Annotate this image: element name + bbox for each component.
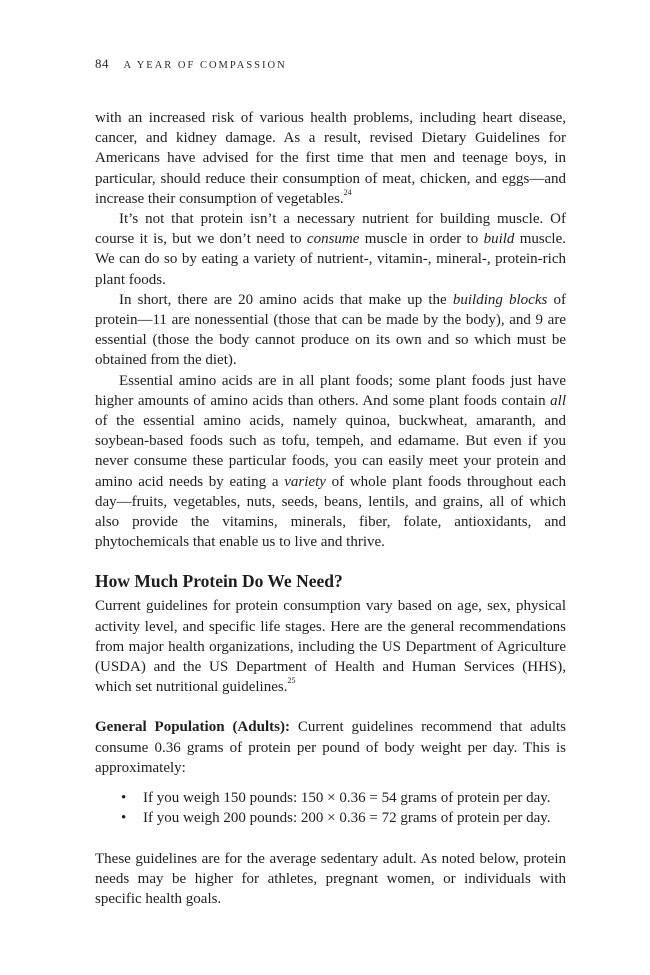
paragraph-text: of the essential amino acids, namely quinoa, buckwheat, amaranth, and soybean-based foods such as tofu, tempeh, and edamame. But even if you never consume these particular foods, you can easily meet your protein and amino acid needs by eating a — [95, 413, 566, 490]
paragraph-text: muscle. We can do so by eating a variety of nutrient-, vitamin-, mineral-, protein-rich plant foods. — [95, 231, 566, 288]
paragraph-text: Essential amino acids are in all plant foods; some plant foods just have higher amounts of amino acids than others. And some plant foods contain — [95, 372, 566, 409]
emphasis: build — [483, 231, 515, 248]
paragraph — [95, 209, 566, 290]
paragraph-text: with an increased risk of various health problems, including heart disease, cancer, and kidney damage. As a result, revised Dietary Guidelines for Americans have advised for the first time that men and teenage boys, in particular, should reduce their consumption of meat, chicken, and eggs—and increase their consumption of vegetables. — [95, 110, 566, 207]
body-text — [95, 108, 566, 909]
bullet-list — [95, 788, 566, 828]
paragraph-text: In short, there are 20 amino acids that make up the — [119, 291, 453, 308]
paragraph — [95, 108, 566, 209]
section-heading: How Much Protein Do We Need? — [95, 571, 343, 592]
paragraph — [95, 290, 566, 371]
footnote-ref: 24 — [343, 187, 352, 197]
running-title: A YEAR OF COMPASSION — [123, 60, 287, 71]
running-head — [95, 56, 287, 72]
footnote-ref: 25 — [287, 676, 296, 686]
paragraph — [95, 371, 566, 553]
page-number: 84 — [95, 56, 109, 71]
paragraph — [95, 596, 566, 697]
paragraph-text: of whole plant foods throughout each day—fruits, vegetables, nuts, seeds, beans, lentils, and grains, all of which also provide the vitamins, minerals, fiber, folate, antioxidants, and phytochemicals that enable us to live and thrive. — [95, 473, 566, 551]
paragraph — [95, 717, 566, 778]
list-item — [95, 788, 566, 808]
emphasis: building blocks — [452, 291, 548, 308]
paragraph-text: Current guidelines recommend that adults consume 0.36 grams of protein per pound of body weight per day. This is approximately: — [95, 719, 566, 776]
emphasis: consume — [306, 231, 360, 248]
list-item-text: If you weigh 150 pounds: 150 × 0.36 = 54 grams of protein per day. — [143, 790, 551, 807]
paragraph: These guidelines are for the average sedentary adult. As noted below, protein needs may be higher for athletes, pregnant women, or individuals with specific health goals. — [95, 850, 566, 907]
paragraph-text: muscle in order to — [359, 231, 484, 248]
paragraph-text: It’s not that protein isn’t a necessary nutrient for building muscle. Of course it is, but we don’t need to — [95, 211, 566, 248]
bullet-glyph: • — [121, 810, 127, 827]
paragraph-text: Current guidelines for protein consumption vary based on age, sex, physical activity level, and specific life stages. Here are the general recommendations from major health organizations, including the US Department of Agriculture (USDA) and the US Department of Health and Human Services (HHS), which set nutritional guidelines. — [95, 598, 566, 696]
emphasis: variety — [284, 473, 326, 490]
emphasis: all — [550, 392, 566, 409]
bullet-glyph: • — [121, 790, 127, 807]
list-item — [95, 808, 566, 828]
run-in-label: General Population (Adults): — [95, 719, 290, 736]
paragraph-text: of protein—11 are nonessential (those that can be made by the body), and 9 are essential (those the body cannot produce on its own and so which must be obtained from the diet). — [95, 291, 566, 369]
list-item-text: If you weigh 200 pounds: 200 × 0.36 = 72 grams of protein per day. — [143, 810, 551, 827]
